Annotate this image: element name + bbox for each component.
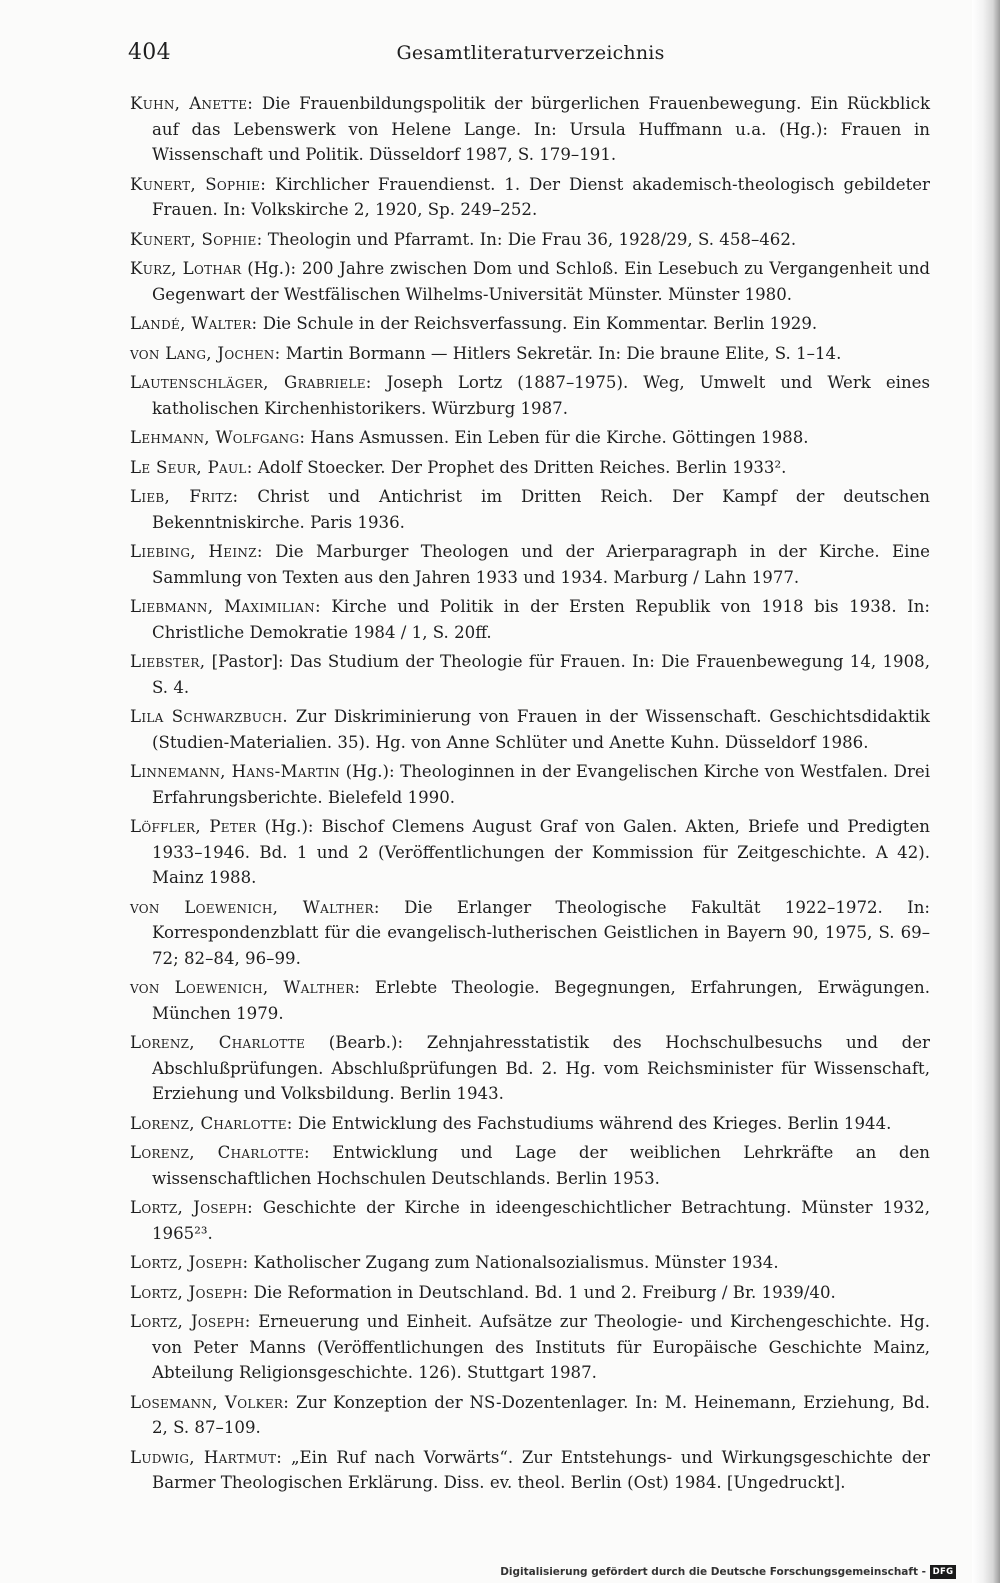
entry-text: (Hg.): Theologinnen in der Evangelischen Kirche von Westfalen. Drei Erfahrungsberichte. Bielefeld 1990. (152, 762, 930, 807)
bibliography-entry (130, 895, 930, 972)
bibliography-entry (130, 1390, 930, 1441)
bibliography-entry (130, 759, 930, 810)
bibliography-entry (130, 425, 930, 451)
bibliography-entry (130, 227, 930, 253)
bibliography-entry (130, 1280, 930, 1306)
bibliography-list (130, 91, 930, 1500)
entry-author: Ludwig, Hartmut: (130, 1447, 283, 1467)
dfg-logo: DFG (930, 1565, 956, 1579)
entry-text: Katholischer Zugang zum Nationalsozialismus. Münster 1934. (248, 1253, 779, 1272)
entry-author: Lorenz, Charlotte: (130, 1143, 310, 1162)
entry-text: Adolf Stoecker. Der Prophet des Dritten Reiches. Berlin 1933². (252, 457, 787, 477)
entry-text: (Hg.): 200 Jahre zwischen Dom und Schloß. Ein Lesebuch zu Vergangenheit und Gegenwart der Westfälischen Wilhelms-Universität Münster. Münster 1980. (152, 259, 931, 304)
bibliography-entry (130, 370, 930, 421)
entry-author: Lehmann, Wolfgang: (130, 428, 306, 447)
funding-note: Digitalisierung gefördert durch die Deutsche Forschungsgemeinschaft - (500, 1566, 926, 1578)
entry-author: Lorenz, Charlotte (130, 1033, 306, 1052)
entry-text: Hans Asmussen. Ein Leben für die Kirche. Göttingen 1988. (305, 428, 809, 447)
entry-author: Kuhn, Anette: (130, 94, 254, 113)
entry-text: Entwicklung und Lage der weiblichen Lehrkräfte an den wissenschaftlichen Hochschulen Deutschlands. Berlin 1953. (152, 1143, 930, 1188)
entry-text: Die Erlanger Theologische Fakultät 1922–1972. In: Korrespondenzblatt für die evangelisch-lutherischen Geistlichen in Bayern 90, 1975, S. 69–72; 82–84, 96–99. (152, 897, 930, 968)
entry-text: [Pastor]: Das Studium der Theologie für Frauen. In: Die Frauenbewegung 14, 1908, S. 4. (152, 652, 930, 697)
entry-text: Theologin und Pfarramt. In: Die Frau 36, 1928/29, S. 458–462. (262, 229, 797, 249)
page-header (128, 40, 933, 76)
entry-text: (Bearb.): Zehnjahresstatistik des Hochschulbesuchs und der Abschlußprüfungen. Abschlußprüfungen Bd. 2. Hg. vom Reichsminister für Wissenschaft, Erziehung und Volksbildung. Berlin 1943. (152, 1033, 930, 1103)
entry-text: Die Frauenbildungspolitik der bürgerlichen Frauenbewegung. Ein Rückblick auf das Lebenswerk von Helene Lange. In: Ursula Huffmann u.a. (Hg.): Frauen in Wissenschaft und Politik. Düsseldorf 1987, S. 179–191. (152, 94, 931, 164)
bibliography-entry (130, 814, 930, 891)
bibliography-entry (130, 1030, 930, 1107)
entry-author: Liebster, (130, 652, 206, 671)
entry-author: Löffler, Peter (130, 817, 257, 836)
entry-author: Lortz, Joseph: (130, 1198, 253, 1217)
bibliography-entry (130, 649, 930, 700)
entry-text: Joseph Lortz (1887–1975). Weg, Umwelt und Werk eines katholischen Kirchenhistorikers. Würzburg 1987. (152, 373, 930, 418)
bibliography-entry (130, 341, 930, 367)
bibliography-entry (130, 484, 930, 535)
entry-author: Liebmann, Maximilian: (130, 597, 321, 616)
entry-author: Lautenschläger, Grabriele: (130, 373, 372, 392)
entry-text: Die Marburger Theologen und der Arierparagraph in der Kirche. Eine Sammlung von Texten aus den Jahren 1933 und 1934. Marburg / Lahn 1977. (152, 542, 930, 587)
entry-author: Kunert, Sophie: (130, 229, 263, 249)
entry-author: von Loewenich, Walther: (130, 897, 380, 917)
entry-text: Kirchlicher Frauendienst. 1. Der Dienst akademisch-theologisch gebildeter Frauen. In: Volkskirche 2, 1920, Sp. 249–252. (152, 174, 930, 219)
entry-text: „Ein Ruf nach Vorwärts“. Zur Entstehungs- und Wirkungsgeschichte der Barmer Theologischen Erklärung. Diss. ev. theol. Berlin (Ost) 1984. [Ungedruckt]. (152, 1447, 930, 1492)
page-number: 404 (128, 40, 171, 65)
entry-author: Lortz, Joseph: (130, 1282, 249, 1302)
entry-text: Die Schule in der Reichsverfassung. Ein Kommentar. Berlin 1929. (257, 314, 818, 333)
bibliography-entry (130, 256, 930, 307)
entry-text: Zur Konzeption der NS-Dozentenlager. In: M. Heinemann, Erziehung, Bd. 2, S. 87–109. (152, 1392, 930, 1437)
entry-author: von Loewenich, Walther: (130, 978, 361, 997)
bibliography-entry (130, 539, 930, 590)
entry-author: von Lang, Jochen: (130, 343, 281, 363)
entry-text: Geschichte der Kirche in ideengeschichtlicher Betrachtung. Münster 1932, 1965²³. (152, 1198, 930, 1243)
entry-author: Le Seur, Paul: (130, 457, 253, 477)
entry-text: Die Reformation in Deutschland. Bd. 1 und 2. Freiburg / Br. 1939/40. (248, 1282, 836, 1302)
bibliography-entry (130, 1111, 930, 1137)
digitization-footer (500, 1565, 956, 1579)
entry-author: Lorenz, Charlotte: (130, 1113, 293, 1133)
entry-text: Erneuerung und Einheit. Aufsätze zur Theologie- und Kirchengeschichte. Hg. von Peter Manns (Veröffentlichungen des Instituts für Europäische Geschichte Mainz, Abteilung Religionsgeschichte. 126). Stuttgart 1987. (152, 1312, 930, 1382)
bibliography-entry (130, 975, 930, 1026)
entry-author: Linnemann, Hans-Martin (130, 762, 341, 781)
entry-author: Lila Schwarzbuch. (130, 707, 289, 726)
entry-text: Martin Bormann — Hitlers Sekretär. In: Die braune Elite, S. 1–14. (280, 343, 842, 363)
entry-text: Erlebte Theologie. Begegnungen, Erfahrungen, Erwägungen. München 1979. (152, 978, 930, 1023)
bibliography-entry (130, 1195, 930, 1246)
bibliography-entry (130, 1140, 930, 1191)
bibliography-entry (130, 594, 930, 645)
bibliography-entry (130, 1445, 930, 1496)
bibliography-entry (130, 455, 930, 481)
entry-text: Christ und Antichrist im Dritten Reich. Der Kampf der deutschen Bekenntniskirche. Paris 1936. (152, 487, 930, 532)
entry-author: Losemann, Volker: (130, 1392, 290, 1412)
bibliography-entry (130, 1309, 930, 1386)
bibliography-entry (130, 91, 930, 168)
bibliography-entry (130, 704, 930, 755)
bibliography-entry (130, 172, 930, 223)
page-edge-shadow (972, 0, 1000, 1583)
entry-text: (Hg.): Bischof Clemens August Graf von Galen. Akten, Briefe und Predigten 1933–1946. Bd. 1 und 2 (Veröffentlichungen der Kommission für Zeitgeschichte. A 42). Mainz 1988. (152, 817, 930, 887)
entry-author: Lieb, Fritz: (130, 487, 239, 506)
entry-text: Zur Diskriminierung von Frauen in der Wissenschaft. Geschichtsdidaktik (Studien-Materialien. 35). Hg. von Anne Schlüter und Anette Kuhn. Düsseldorf 1986. (152, 707, 930, 752)
entry-author: Kunert, Sophie: (130, 174, 267, 194)
bibliography-entry (130, 311, 930, 337)
entry-author: Lortz, Joseph: (130, 1312, 251, 1331)
entry-author: Landé, Walter: (130, 314, 258, 333)
bibliography-entry (130, 1250, 930, 1276)
running-title: Gesamtliteraturverzeichnis (396, 42, 665, 64)
entry-author: Kurz, Lothar (130, 259, 242, 278)
entry-author: Liebing, Heinz: (130, 542, 263, 561)
entry-text: Kirche und Politik in der Ersten Republik von 1918 bis 1938. In: Christliche Demokratie 1984 / 1, S. 20ff. (152, 597, 930, 642)
entry-text: Die Entwicklung des Fachstudiums während des Krieges. Berlin 1944. (292, 1113, 892, 1133)
entry-author: Lortz, Joseph: (130, 1253, 249, 1272)
